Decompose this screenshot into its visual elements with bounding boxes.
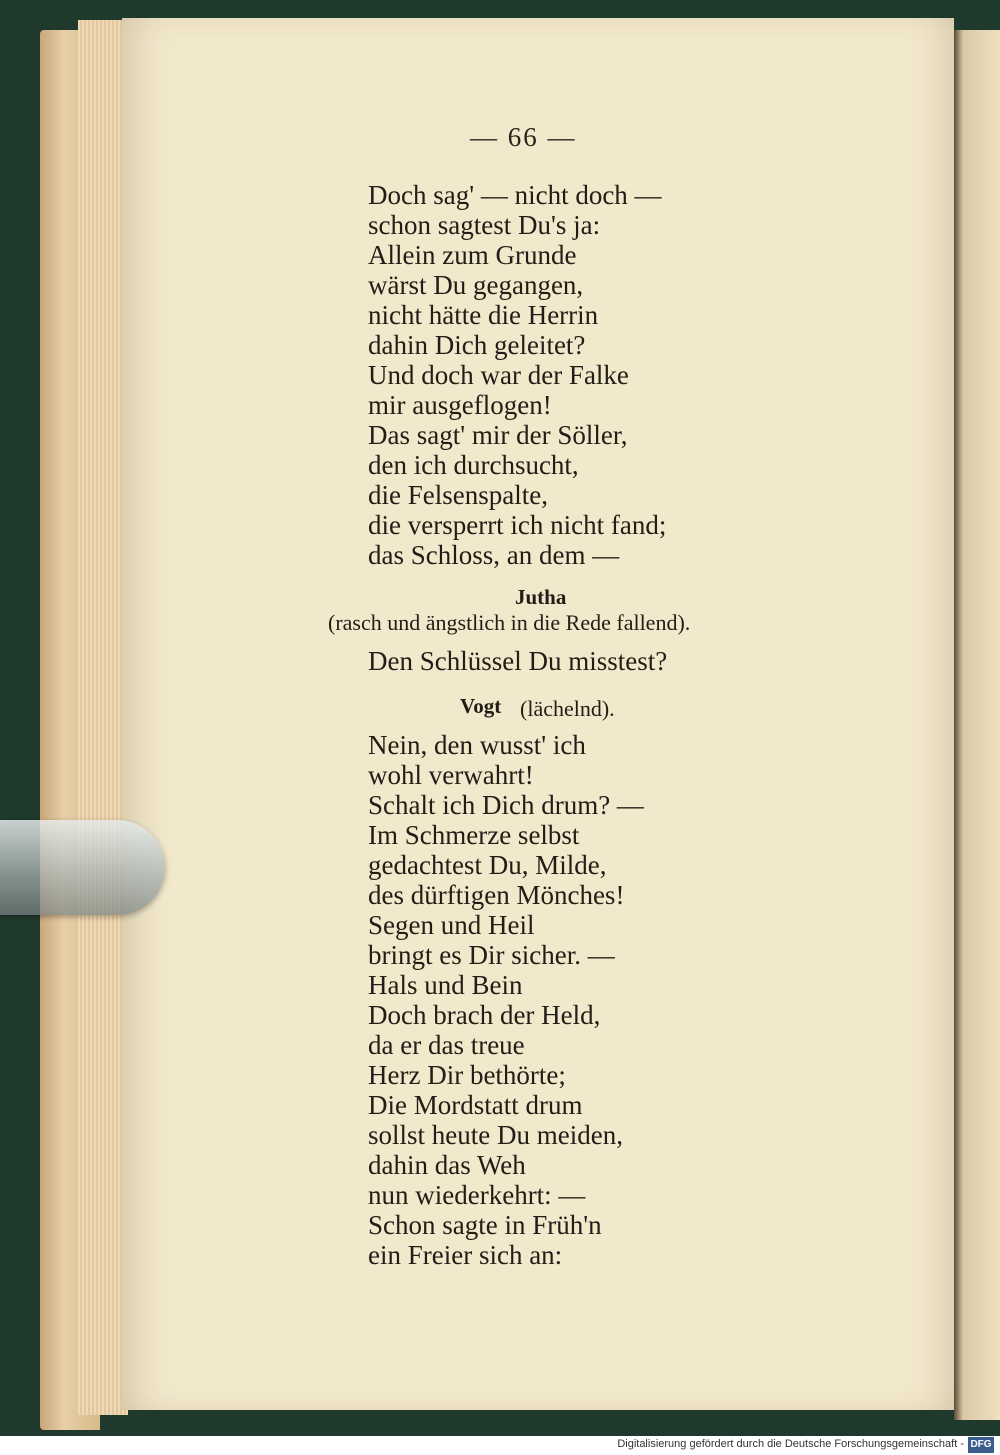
stage-direction-1: (rasch und ängstlich in die Rede fallend). [328,610,691,635]
verse-line: Im Schmerze selbst [368,820,580,850]
verse-line: das Schloss, an dem — [368,540,620,570]
verse-block-2 [368,730,644,1270]
thumb-clip [0,820,165,915]
verse-line: dahin Dich geleitet? [368,330,586,360]
page-stack [78,20,128,1415]
verse-line: Doch sag' — nicht doch — [368,180,662,210]
verse-line: wärst Du gegangen, [368,270,584,300]
verse-line: sollst heute Du meiden, [368,1120,623,1150]
verse-line: ein Freier sich an: [368,1240,563,1270]
footer-credit: Digitalisierung gefördert durch die Deutsche Forschungsgemeinschaft - [617,1438,964,1450]
verse-line: Herz Dir bethörte; [368,1060,566,1090]
verse-line: Die Mordstatt drum [368,1090,583,1120]
speaker-jutha: Jutha [515,585,567,609]
verse-line: mir ausgeflogen! [368,390,552,420]
verse-line: nun wiederkehrt: — [368,1180,586,1210]
verse-line: schon sagtest Du's ja: [368,210,601,240]
verse-line: Segen und Heil [368,910,535,940]
verse-line: da er das treue [368,1030,525,1060]
page-number: — 66 — [470,122,577,152]
verse-line: den ich durchsucht, [368,450,579,480]
verse-line: des dürftigen Mönches! [368,880,625,910]
verse-line: nicht hätte die Herrin [368,300,599,330]
verse-line: bringt es Dir sicher. — [368,940,615,970]
verse-line: die Felsenspalte, [368,480,548,510]
verse-line: Das sagt' mir der Söller, [368,420,628,450]
verse-line: dahin das Weh [368,1150,526,1180]
verse-line: Hals und Bein [368,970,523,1000]
verse-line: die versperrt ich nicht fand; [368,510,667,540]
verse-line: Doch brach der Held, [368,1000,601,1030]
verse-line: Schalt ich Dich drum? — [368,790,644,820]
facing-page-edge [954,30,1000,1420]
stage-direction-2: (lächelnd). [520,696,615,721]
speaker-vogt: Vogt [460,694,502,718]
verse-line: Schon sagte in Früh'n [368,1210,602,1240]
verse-line: wohl verwahrt! [368,760,534,790]
verse-block-1 [368,180,666,570]
verse-line: Nein, den wusst' ich [368,730,586,760]
verse-line: Allein zum Grunde [368,240,577,270]
verse-line: gedachtest Du, Milde, [368,850,607,880]
verse-line: Und doch war der Falke [368,360,629,390]
dfg-logo: DFG [968,1437,994,1453]
verse-line-jutha: Den Schlüssel Du misstest? [368,646,668,676]
